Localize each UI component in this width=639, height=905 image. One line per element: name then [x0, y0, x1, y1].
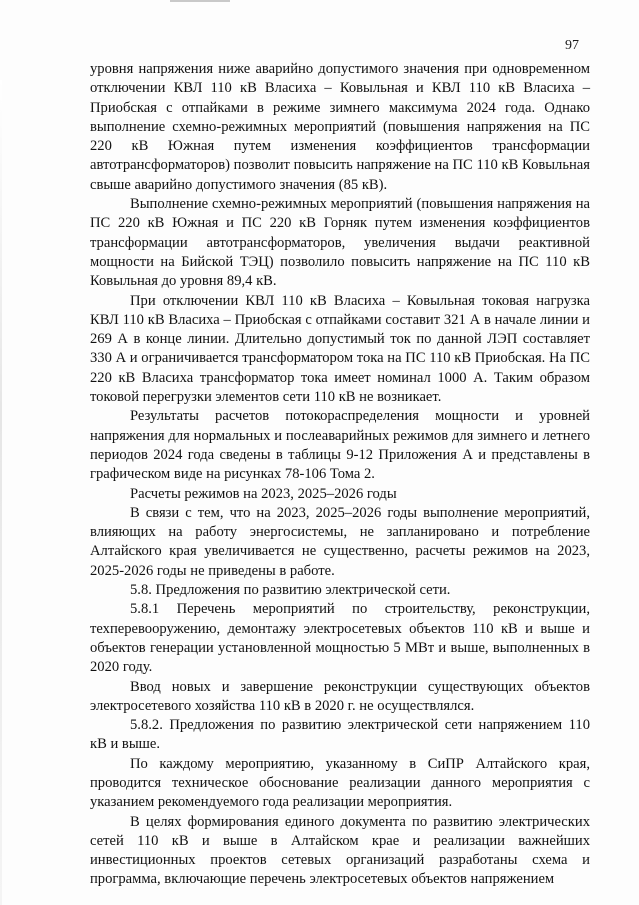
paragraph-no-commissioning: Ввод новых и завершение реконструкции существующих объектов электросетевого хозяйства 110 кВ в 2020 г. не осуществлялся. [90, 678, 590, 714]
scan-artifact-top [170, 0, 230, 2]
paragraph-current-load: При отключении КВЛ 110 кВ Власиха – Ковыльная токовая нагрузка КВЛ 110 кВ Власиха – Приобская с отпайками составит 321 А в начале линии и 269 А в конце линии. Длительно допустимый ток по данной ЛЭП составляет 330 А и ограничивается трансформатором тока на ПС 110 кВ Приобская. На ПС 220 кВ Власиха трансформатор тока имеет номинал 1000 А. Таким образом токовой перегрузки элементов сети 110 кВ не возникает. [90, 292, 590, 406]
paragraph-voltage-measures: Выполнение схемно-режимных мероприятий (повышения напряжения на ПС 220 кВ Южная и ПС 220 кВ Горняк путем изменения коэффициентов трансформации автотрансформаторов, увеличения выдачи реактивной мощности на Бийской ТЭЦ) позволило повысить напряжение на ПС 110 кВ Ковыльная до уровня 89,4 кВ. [90, 196, 590, 290]
paragraph-modes-not-given: В связи с тем, что на 2023, 2025–2026 годы выполнение мероприятий, влияющих на работу энергосистемы, не запланировано и потребление Алтайского края увеличивается не существенно, расчеты режимов на 2023, 2025-2026 годы не приведены в работе. [90, 504, 590, 579]
paragraph-justification: По каждому мероприятию, указанному в СиПР Алтайского края, проводится техническое обоснование реализации данного мероприятия с указанием рекомендуемого года реализации мероприятия. [90, 755, 590, 811]
section-heading-5-8-1: 5.8.1 Перечень мероприятий по строительству, реконструкции, техперевооружению, демонтажу электросетевых объектов 110 кВ и выше и объектов генерации установленной мощностью 5 МВт и выше, выполненных в 2020 году. [90, 601, 590, 676]
paragraph-continuation: уровня напряжения ниже аварийно допустимого значения при одновременном отключении КВЛ 110 кВ Власиха – Ковыльная и КВЛ 110 кВ Власиха – Приобская с отпайками в режиме зимнего максимума 2024 года. Однако выполнение схемно-режимных мероприятий (повышения напряжения на ПС 220 кВ Южная путем изменения коэффициентов трансформации автотрансформаторов) позволит повысить напряжение на ПС 110 кВ Ковыльная свыше аварийно допустимого значения (85 кВ). [90, 61, 590, 193]
paragraph-calculation-results: Результаты расчетов потокораспределения мощности и уровней напряжения для нормальных и послеаварийных режимов для зимнего и летнего периодов 2024 года сведены в таблицы 9-12 Приложения А и представлены в графическом виде на рисунках 78-106 Тома 2. [90, 408, 590, 483]
page-number: 97 [565, 38, 579, 53]
paragraph-unified-document: В целях формирования единого документа по развитию электрических сетей 110 кВ и выше в Алтайском крае и реализации важнейших инвестиционных проектов сетевых организаций разработаны схема и программа, включающие перечень электросетевых объектов напряжением [90, 813, 590, 888]
body-text [90, 60, 590, 890]
scan-artifact-left [0, 80, 2, 905]
paragraph-subheading-modes: Расчеты режимов на 2023, 2025–2026 годы [130, 485, 397, 502]
section-heading-5-8: 5.8. Предложения по развитию электрической сети. [130, 582, 451, 599]
section-heading-5-8-2: 5.8.2. Предложения по развитию электрической сети напряжением 110 кВ и выше. [90, 717, 590, 753]
